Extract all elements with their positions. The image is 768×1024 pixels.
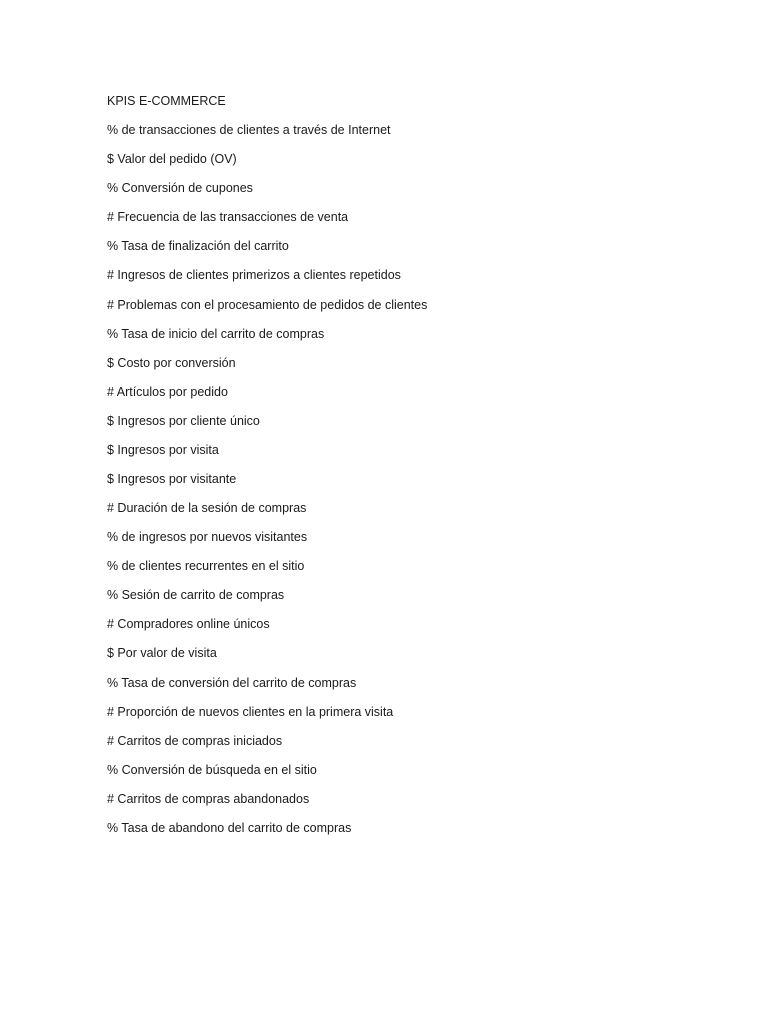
- kpi-list-item: # Duración de la sesión de compras: [107, 501, 307, 516]
- document-content: [107, 91, 707, 847]
- kpi-list-item: % de transacciones de clientes a través de Internet: [107, 123, 391, 138]
- kpi-list-item: % Tasa de inicio del carrito de compras: [107, 326, 325, 341]
- kpi-list-item: $ Por valor de visita: [107, 646, 217, 661]
- kpi-list-item: # Frecuencia de las transacciones de venta: [107, 210, 349, 225]
- kpi-list-item: % Tasa de finalización del carrito: [107, 239, 289, 254]
- kpi-list-item: # Ingresos de clientes primerizos a clientes repetidos: [107, 268, 401, 283]
- kpi-list-item: % Conversión de búsqueda en el sitio: [107, 762, 317, 777]
- kpi-list-item: % Conversión de cupones: [107, 181, 253, 196]
- kpi-list-item: $ Ingresos por visitante: [107, 472, 237, 487]
- kpi-list-item: % Tasa de abandono del carrito de compras: [107, 820, 352, 835]
- document-title: KPIS E-COMMERCE: [107, 94, 226, 108]
- kpi-list-item: $ Valor del pedido (OV): [107, 152, 237, 167]
- kpi-list-item: # Proporción de nuevos clientes en la primera visita: [107, 704, 394, 719]
- kpi-list-item: # Carritos de compras iniciados: [107, 733, 283, 748]
- kpi-list-item: $ Ingresos por visita: [107, 442, 219, 457]
- kpi-list-item: # Carritos de compras abandonados: [107, 791, 310, 806]
- kpi-list-item: % Sesión de carrito de compras: [107, 588, 285, 603]
- kpi-list-item: % Tasa de conversión del carrito de compras: [107, 675, 357, 690]
- kpi-list-item: # Compradores online únicos: [107, 617, 270, 632]
- kpi-list-item: % de ingresos por nuevos visitantes: [107, 530, 308, 545]
- kpi-list-item: % de clientes recurrentes en el sitio: [107, 559, 305, 574]
- kpi-list-item: $ Costo por conversión: [107, 355, 236, 370]
- kpi-list-item: $ Ingresos por cliente único: [107, 413, 260, 428]
- kpi-list: [107, 120, 707, 847]
- kpi-list-item: # Problemas con el procesamiento de pedidos de clientes: [107, 297, 428, 312]
- kpi-list-item: # Artículos por pedido: [107, 384, 228, 399]
